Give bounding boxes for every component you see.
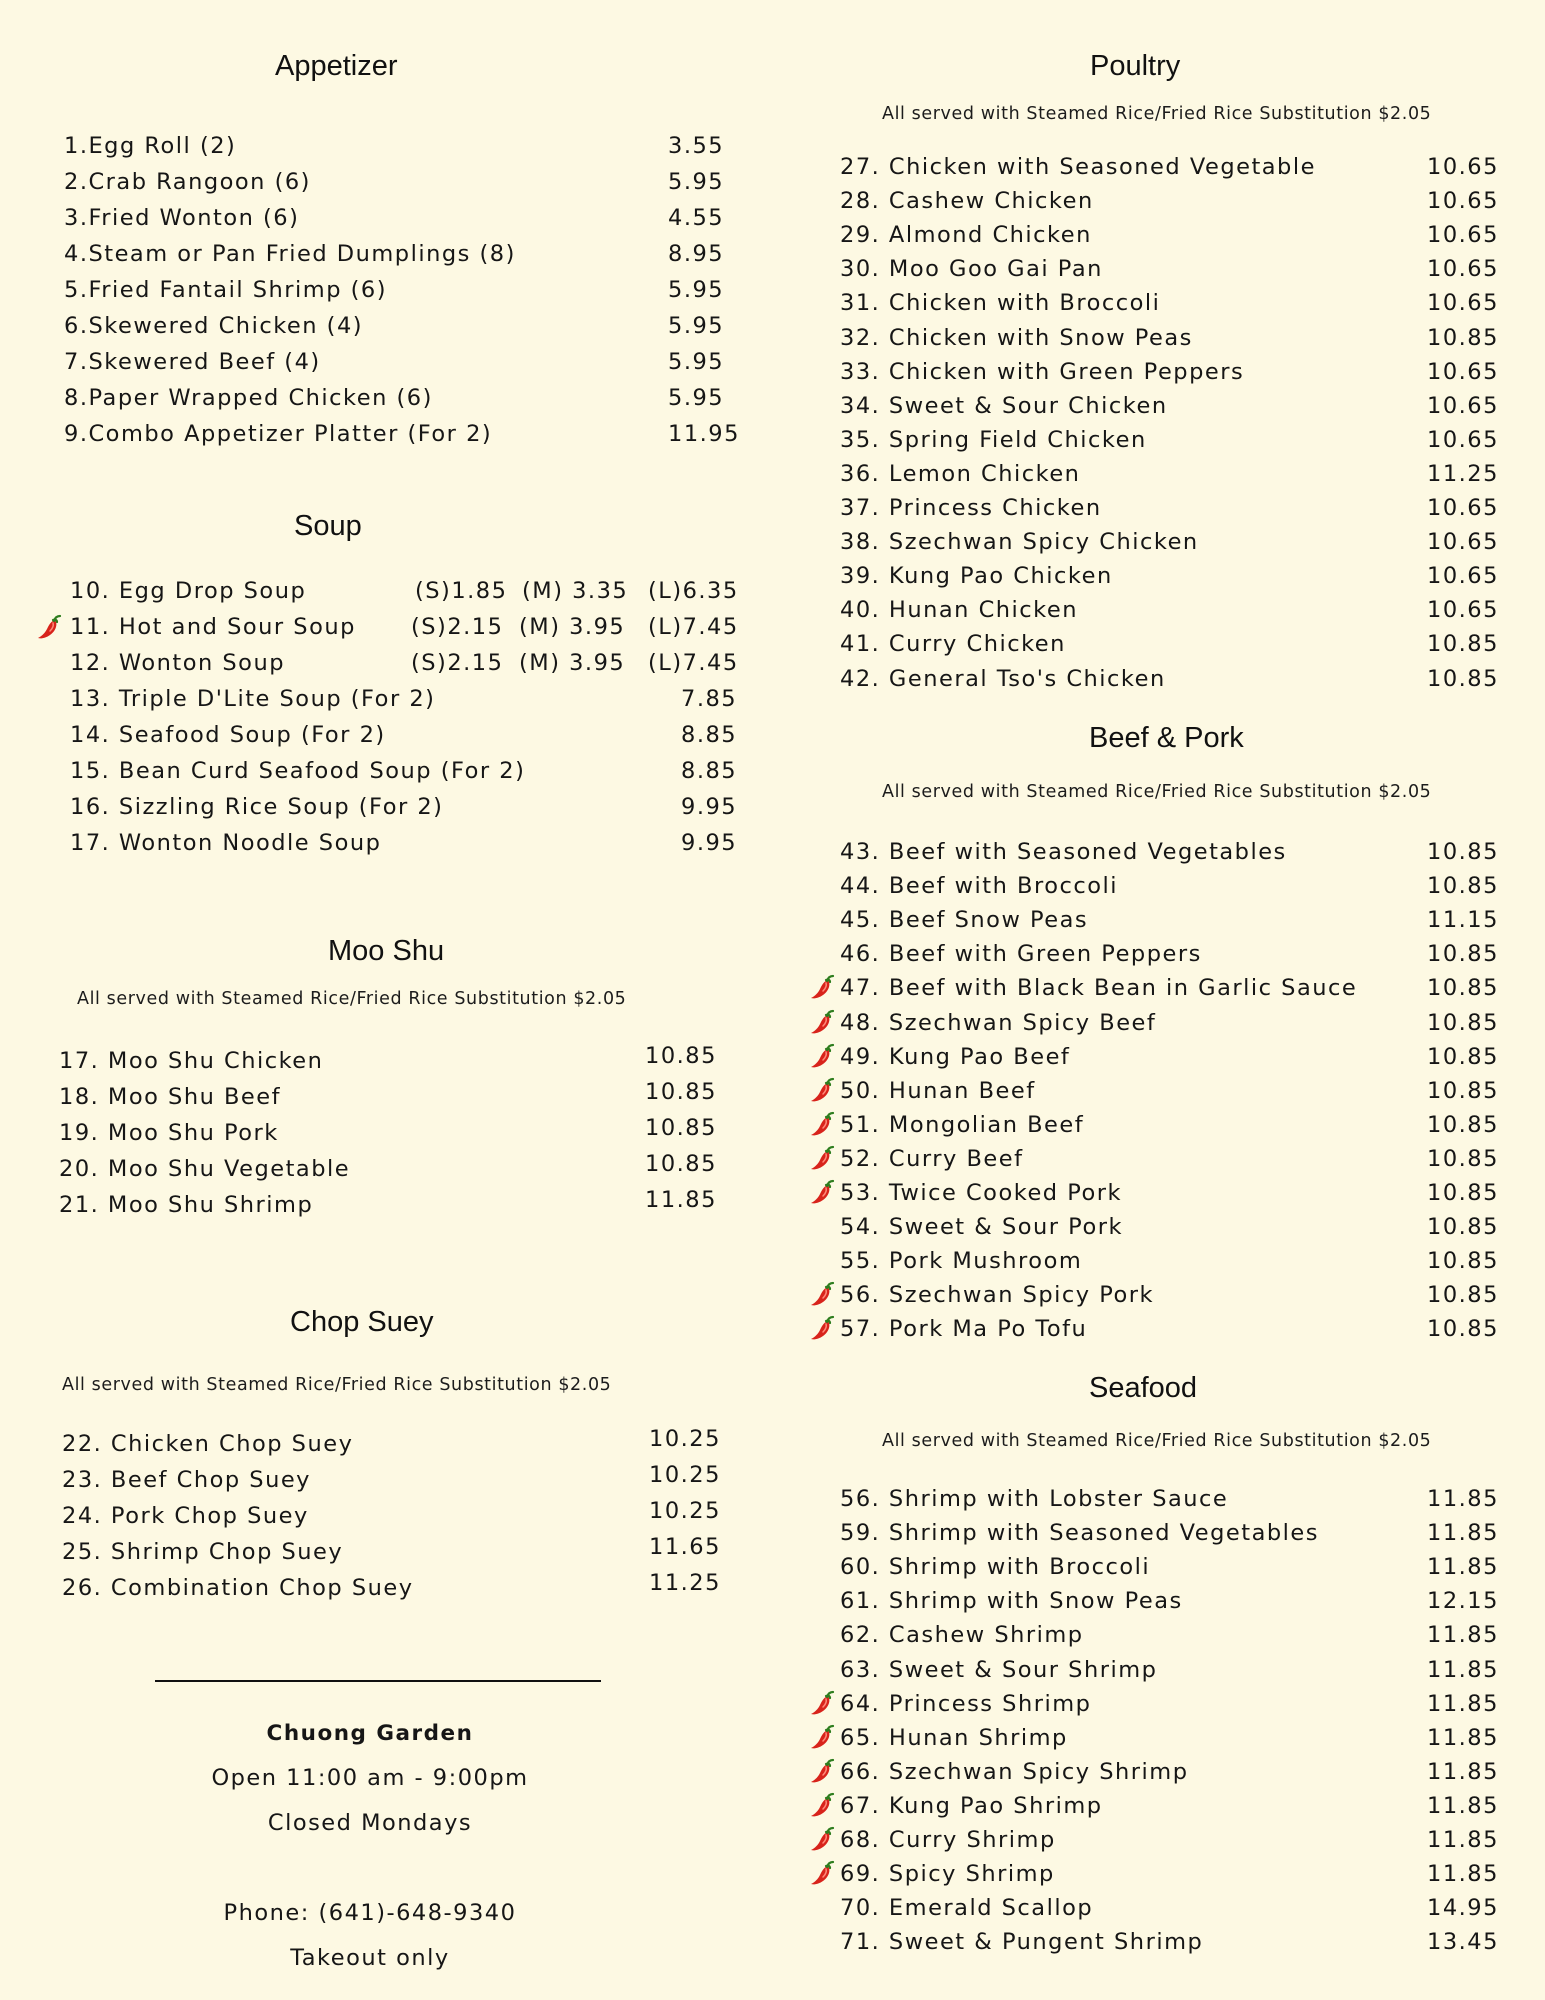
beefpork-title: Beef & Pork	[1089, 722, 1244, 754]
menu-item	[840, 905, 1507, 935]
item-price: 11.95	[668, 421, 740, 447]
menu-item	[840, 1518, 1507, 1548]
item-price: 10.85	[1427, 839, 1499, 865]
small-price: (S)2.15	[411, 614, 504, 640]
menu-item	[840, 1859, 1507, 1889]
item-price: 10.65	[1427, 154, 1499, 180]
item-name: 56. Shrimp with Lobster Sauce	[840, 1486, 1229, 1512]
item-name: 39. Kung Pao Chicken	[840, 563, 1113, 590]
menu-item	[70, 720, 761, 750]
chili-pepper-icon	[809, 1281, 835, 1307]
item-name: Skewered Chicken (4)	[88, 313, 364, 339]
item-name: 40. Hunan Chicken	[840, 597, 1078, 624]
item-name: 33. Chicken with Green Peppers	[840, 358, 1245, 385]
item-name: 27. Chicken with Seasoned Vegetable	[840, 154, 1316, 180]
item-price: 10.85	[1427, 1180, 1499, 1206]
chopsuey-title: Chop Suey	[290, 1306, 434, 1338]
item-price: 10.85	[1427, 1111, 1499, 1138]
menu-item	[59, 1115, 725, 1148]
item-number: 2.	[64, 169, 89, 195]
item-name: 50. Hunan Beef	[840, 1077, 1036, 1104]
restaurant-name: Chuong Garden	[266, 1721, 474, 1746]
item-number: 6.	[64, 313, 89, 339]
item-number: 1.	[64, 133, 89, 159]
menu-item	[64, 203, 748, 233]
item-price: 11.85	[1427, 1827, 1499, 1853]
item-name: 38. Szechwan Spicy Chicken	[840, 529, 1199, 556]
medium-price: (M) 3.95	[519, 650, 626, 676]
menu-item	[840, 871, 1507, 901]
item-name: 22. Chicken Chop Suey	[62, 1431, 354, 1457]
menu-item	[840, 357, 1507, 387]
menu-item	[840, 425, 1507, 455]
item-price: 11.85	[1427, 1690, 1499, 1717]
menu-item	[70, 576, 750, 606]
chili-pepper-icon	[809, 1009, 835, 1035]
item-price: 11.85	[1427, 1758, 1499, 1785]
item-name: 59. Shrimp with Seasoned Vegetables	[840, 1520, 1319, 1547]
chili-pepper-icon	[809, 1111, 835, 1137]
menu-item	[840, 1791, 1507, 1821]
item-price: 10.65	[1427, 563, 1499, 590]
chili-pepper-icon	[809, 1860, 835, 1886]
item-price: 9.95	[681, 830, 738, 856]
item-price: 10.65	[1427, 256, 1499, 283]
item-name: Skewered Beef (4)	[88, 349, 321, 375]
menu-item	[64, 347, 748, 377]
item-price: 10.85	[645, 1079, 717, 1105]
item-price: 10.65	[1427, 597, 1499, 624]
item-name: 13. Triple D'Lite Soup (For 2)	[70, 686, 436, 712]
item-price: 10.85	[645, 1043, 717, 1069]
item-price: 10.85	[1427, 665, 1499, 692]
menu-item	[840, 939, 1507, 969]
item-price: 10.85	[1427, 1214, 1499, 1241]
item-name: 41. Curry Chicken	[840, 631, 1066, 658]
item-name: 32. Chicken with Snow Peas	[840, 324, 1193, 351]
item-name: 16. Sizzling Rice Soup (For 2)	[70, 794, 444, 820]
menu-item	[70, 612, 750, 642]
item-price: 10.85	[1427, 324, 1499, 351]
item-name: 46. Beef with Green Peppers	[840, 941, 1202, 968]
menu-item	[840, 254, 1507, 284]
menu-item	[840, 1893, 1507, 1923]
item-number: 8.	[64, 385, 89, 411]
item-name: 61. Shrimp with Snow Peas	[840, 1588, 1183, 1615]
item-price: 11.85	[1427, 1554, 1499, 1581]
chili-pepper-icon	[809, 1179, 835, 1205]
phone-number: Phone: (641)-648-9340	[223, 1900, 517, 1926]
item-price: 10.85	[1427, 1316, 1499, 1343]
item-name: Paper Wrapped Chicken (6)	[88, 385, 433, 411]
menu-item	[840, 1144, 1507, 1174]
chili-pepper-icon	[809, 1077, 835, 1103]
menu-item	[840, 973, 1507, 1003]
small-price: (S)1.85	[415, 578, 508, 604]
item-name: 66. Szechwan Spicy Shrimp	[840, 1758, 1189, 1785]
item-number: 3.	[64, 205, 89, 231]
chili-pepper-icon	[809, 1792, 835, 1818]
footer-divider	[155, 1680, 601, 1682]
item-price: 10.85	[1427, 1009, 1499, 1036]
item-price: 11.25	[649, 1570, 721, 1596]
item-name: 70. Emerald Scallop	[840, 1895, 1094, 1922]
item-name: 52. Curry Beef	[840, 1145, 1024, 1172]
item-name: 14. Seafood Soup (For 2)	[70, 722, 386, 748]
item-price: 8.85	[681, 722, 738, 748]
item-name: Egg Roll (2)	[88, 133, 237, 159]
menu-item	[840, 323, 1507, 353]
item-price: 11.85	[1427, 1622, 1499, 1649]
menu-item	[59, 1151, 725, 1184]
item-name: 17. Wonton Noodle Soup	[70, 830, 382, 856]
menu-item	[840, 459, 1507, 489]
item-name: 17. Moo Shu Chicken	[59, 1048, 324, 1074]
menu-item	[64, 239, 748, 269]
menu-item	[840, 152, 1507, 182]
item-name: 53. Twice Cooked Pork	[840, 1180, 1123, 1206]
soup-title: Soup	[294, 510, 362, 542]
menu-item	[64, 419, 748, 449]
item-price: 10.65	[1427, 495, 1499, 521]
item-name: 23. Beef Chop Suey	[62, 1467, 312, 1493]
mooshu-title: Moo Shu	[328, 935, 445, 967]
menu-item	[840, 1586, 1507, 1616]
item-name: 60. Shrimp with Broccoli	[840, 1554, 1151, 1581]
menu-item	[840, 1280, 1507, 1310]
item-price: 10.65	[1427, 290, 1499, 317]
menu-item	[840, 288, 1507, 318]
beefpork-subtitle: All served with Steamed Rice/Fried Rice Substitution $2.05	[882, 782, 1432, 802]
menu-item	[840, 1212, 1507, 1242]
menu-item	[840, 493, 1507, 523]
item-name: 31. Chicken with Broccoli	[840, 290, 1161, 317]
menu-item	[840, 1825, 1507, 1855]
menu-item	[840, 1314, 1507, 1344]
item-price: 5.95	[668, 313, 725, 339]
item-number: 9.	[64, 421, 89, 447]
menu-item	[840, 1757, 1507, 1787]
appetizer-title: Appetizer	[275, 50, 398, 82]
item-price: 10.85	[1427, 631, 1499, 658]
item-name: Fried Wonton (6)	[88, 205, 300, 231]
item-price: 10.65	[1427, 188, 1499, 215]
menu-item	[62, 1570, 729, 1603]
menu-item	[59, 1187, 725, 1220]
item-price: 8.95	[668, 241, 725, 267]
item-name: 21. Moo Shu Shrimp	[59, 1192, 314, 1218]
item-price: 11.85	[1427, 1792, 1499, 1819]
menu-item	[840, 837, 1507, 867]
menu-item	[62, 1426, 729, 1459]
item-number: 4.	[64, 241, 89, 267]
item-name: 57. Pork Ma Po Tofu	[840, 1316, 1088, 1343]
item-price: 12.15	[1427, 1588, 1499, 1615]
item-name: Fried Fantail Shrimp (6)	[88, 277, 388, 303]
large-price: (L)7.45	[648, 650, 739, 676]
menu-item	[64, 311, 748, 341]
item-name: 44. Beef with Broccoli	[840, 873, 1118, 900]
item-price: 5.95	[668, 349, 725, 375]
item-name: 45. Beef Snow Peas	[840, 907, 1089, 934]
menu-item	[840, 1178, 1507, 1208]
item-price: 10.85	[1427, 975, 1499, 1002]
item-name: 48. Szechwan Spicy Beef	[840, 1009, 1157, 1036]
item-name: 69. Spicy Shrimp	[840, 1861, 1055, 1888]
menu-item	[840, 1484, 1507, 1514]
item-name: 42. General Tso's Chicken	[840, 665, 1166, 692]
item-name: 36. Lemon Chicken	[840, 460, 1081, 487]
poultry-title: Poultry	[1090, 50, 1181, 82]
menu-item	[840, 527, 1507, 557]
item-price: 14.95	[1427, 1895, 1499, 1922]
item-name: 29. Almond Chicken	[840, 222, 1092, 249]
menu-item	[840, 220, 1507, 250]
item-price: 5.95	[668, 385, 725, 411]
item-price: 11.85	[1427, 1486, 1499, 1512]
small-price: (S)2.15	[411, 650, 504, 676]
item-price: 10.65	[1427, 222, 1499, 249]
item-price: 5.95	[668, 169, 725, 195]
menu-item	[840, 1110, 1507, 1140]
menu-item	[840, 595, 1507, 625]
item-price: 11.85	[1427, 1656, 1499, 1683]
item-name: 19. Moo Shu Pork	[59, 1120, 279, 1146]
item-price: 10.85	[1427, 1145, 1499, 1172]
item-number: 7.	[64, 349, 89, 375]
item-name: 54. Sweet & Sour Pork	[840, 1214, 1123, 1241]
chili-pepper-icon	[809, 1043, 835, 1069]
chopsuey-subtitle: All served with Steamed Rice/Fried Rice Substitution $2.05	[62, 1375, 612, 1395]
item-name: 35. Spring Field Chicken	[840, 426, 1147, 453]
chili-pepper-icon	[809, 1690, 835, 1716]
item-price: 7.85	[681, 686, 738, 712]
item-name: Steam or Pan Fried Dumplings (8)	[88, 241, 516, 267]
item-name: 51. Mongolian Beef	[840, 1111, 1085, 1138]
menu-item	[840, 1076, 1507, 1106]
large-price: (L)7.45	[648, 614, 739, 640]
menu-item	[840, 1042, 1507, 1072]
item-name: 67. Kung Pao Shrimp	[840, 1792, 1103, 1819]
menu-item	[840, 1927, 1507, 1957]
item-name: 11. Hot and Sour Soup	[70, 614, 356, 640]
chili-pepper-icon	[36, 614, 62, 640]
menu-item	[70, 828, 761, 858]
menu-item	[62, 1462, 729, 1495]
item-name: 64. Princess Shrimp	[840, 1690, 1092, 1717]
item-price: 10.65	[1427, 426, 1499, 453]
item-name: 56. Szechwan Spicy Pork	[840, 1282, 1155, 1309]
menu-item	[70, 684, 761, 714]
menu-item	[840, 186, 1507, 216]
menu-item	[840, 1552, 1507, 1582]
item-name: 65. Hunan Shrimp	[840, 1724, 1068, 1751]
item-price: 10.85	[1427, 873, 1499, 900]
item-price: 11.85	[1427, 1861, 1499, 1888]
item-price: 13.45	[1427, 1929, 1499, 1956]
item-price: 11.65	[649, 1534, 721, 1560]
chili-pepper-icon	[809, 1758, 835, 1784]
menu-item	[840, 1689, 1507, 1719]
item-price: 11.85	[1427, 1520, 1499, 1547]
item-price: 4.55	[668, 205, 725, 231]
menu-item	[840, 629, 1507, 659]
poultry-subtitle: All served with Steamed Rice/Fried Rice Substitution $2.05	[882, 104, 1432, 124]
menu-item	[840, 1620, 1507, 1650]
mooshu-subtitle: All served with Steamed Rice/Fried Rice Substitution $2.05	[77, 989, 627, 1009]
item-price: 10.85	[1427, 1248, 1499, 1275]
item-name: 62. Cashew Shrimp	[840, 1622, 1084, 1649]
item-price: 11.85	[645, 1187, 717, 1213]
item-price: 8.85	[681, 758, 738, 784]
seafood-subtitle: All served with Steamed Rice/Fried Rice Substitution $2.05	[882, 1431, 1432, 1451]
item-name: 12. Wonton Soup	[70, 650, 285, 676]
closed-days: Closed Mondays	[267, 1810, 473, 1836]
chili-pepper-icon	[809, 1826, 835, 1852]
item-price: 10.85	[1427, 941, 1499, 968]
menu-item	[840, 561, 1507, 591]
item-price: 10.25	[649, 1426, 721, 1452]
menu-item	[62, 1498, 729, 1531]
item-name: 49. Kung Pao Beef	[840, 1043, 1071, 1070]
item-name: 55. Pork Mushroom	[840, 1248, 1083, 1275]
item-name: 34. Sweet & Sour Chicken	[840, 392, 1168, 419]
menu-item	[70, 648, 750, 678]
item-name: 10. Egg Drop Soup	[70, 578, 307, 604]
large-price: (L)6.35	[648, 578, 739, 604]
medium-price: (M) 3.35	[522, 578, 629, 604]
item-name: 71. Sweet & Pungent Shrimp	[840, 1929, 1204, 1956]
item-price: 10.85	[1427, 1077, 1499, 1104]
menu-item	[70, 792, 761, 822]
chili-pepper-icon	[809, 1145, 835, 1171]
item-name: 30. Moo Goo Gai Pan	[840, 256, 1103, 283]
item-name: 15. Bean Curd Seafood Soup (For 2)	[70, 758, 526, 784]
menu-item	[840, 391, 1507, 421]
item-name: 47. Beef with Black Bean in Garlic Sauce	[840, 975, 1358, 1002]
item-price: 10.65	[1427, 358, 1499, 385]
chili-pepper-icon	[809, 974, 835, 1000]
item-price: 11.15	[1427, 907, 1499, 934]
opening-hours: Open 11:00 am - 9:00pm	[211, 1765, 529, 1791]
item-number: 5.	[64, 277, 89, 303]
item-name: 26. Combination Chop Suey	[62, 1575, 414, 1601]
item-price: 10.85	[1427, 1043, 1499, 1070]
item-name: 20. Moo Shu Vegetable	[59, 1156, 351, 1182]
item-price: 11.25	[1427, 460, 1499, 487]
menu-item	[64, 167, 748, 197]
item-price: 5.95	[668, 277, 725, 303]
item-price: 3.55	[668, 133, 725, 159]
item-price: 11.85	[1427, 1724, 1499, 1751]
medium-price: (M) 3.95	[519, 614, 626, 640]
item-price: 10.25	[649, 1498, 721, 1524]
item-name: Combo Appetizer Platter (For 2)	[88, 421, 493, 447]
item-name: 25. Shrimp Chop Suey	[62, 1539, 344, 1565]
menu-item	[62, 1534, 729, 1567]
seafood-title: Seafood	[1089, 1372, 1198, 1404]
menu-item	[840, 1246, 1507, 1276]
menu-item	[840, 1008, 1507, 1038]
menu-item	[64, 383, 748, 413]
item-price: 10.65	[1427, 529, 1499, 556]
chili-pepper-icon	[809, 1724, 835, 1750]
item-name: 37. Princess Chicken	[840, 495, 1102, 521]
item-price: 10.85	[1427, 1282, 1499, 1309]
item-name: Crab Rangoon (6)	[88, 169, 311, 195]
menu-item	[840, 1723, 1507, 1753]
menu-item	[64, 131, 748, 161]
chili-pepper-icon	[809, 1315, 835, 1341]
menu-item	[59, 1079, 725, 1112]
item-name: 43. Beef with Seasoned Vegetables	[840, 839, 1287, 865]
item-name: 28. Cashew Chicken	[840, 188, 1094, 215]
item-price: 10.65	[1427, 392, 1499, 419]
item-name: 24. Pork Chop Suey	[62, 1503, 309, 1529]
item-price: 10.85	[645, 1151, 717, 1177]
takeout-note: Takeout only	[290, 1945, 450, 1971]
menu-item	[70, 756, 761, 786]
menu-item	[64, 275, 748, 305]
item-price: 9.95	[681, 794, 738, 820]
item-name: 68. Curry Shrimp	[840, 1827, 1056, 1853]
item-name: 63. Sweet & Sour Shrimp	[840, 1656, 1158, 1683]
menu-item	[840, 664, 1507, 694]
menu-item	[840, 1655, 1507, 1685]
item-price: 10.85	[645, 1115, 717, 1141]
item-price: 10.25	[649, 1462, 721, 1488]
item-name: 18. Moo Shu Beef	[59, 1084, 282, 1110]
menu-item	[59, 1043, 725, 1076]
